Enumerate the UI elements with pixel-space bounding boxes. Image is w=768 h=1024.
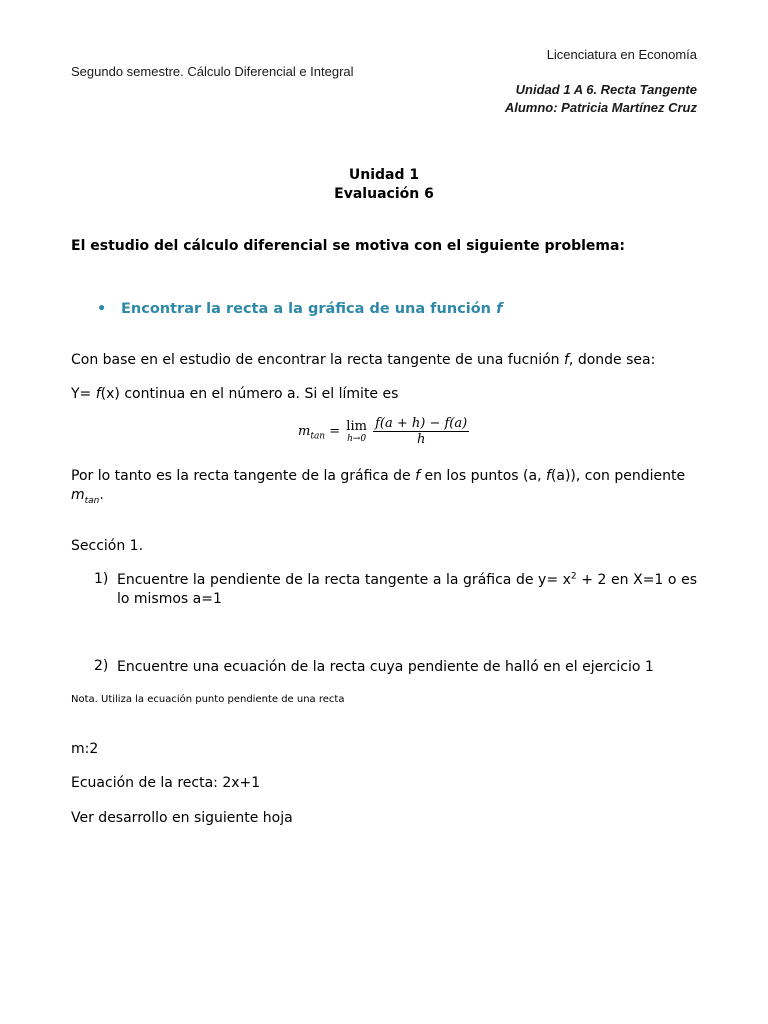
tangent-slope-formula: [298, 416, 469, 447]
bullet-dot-icon: •: [97, 301, 107, 317]
para3-text-a: Por lo tanto es la recta tangente de la gráfica de: [71, 468, 416, 484]
title-line-2: Evaluación 6: [334, 186, 434, 202]
exercise-1-number: 1): [94, 571, 109, 587]
answer-equation: Ecuación de la recta: 2x+1: [71, 775, 261, 791]
para1-text-b: , donde sea:: [568, 352, 656, 368]
paragraph-3: [71, 467, 697, 511]
para1-var: f: [563, 352, 569, 368]
paragraph-1: [71, 351, 697, 370]
intro-heading: El estudio del cálculo diferencial se motiva con el siguiente problema:: [71, 238, 626, 254]
bullet-item: [97, 301, 502, 317]
formula-lim-word: lim: [346, 419, 367, 434]
answer-see-more: Ver desarrollo en siguiente hoja: [71, 810, 293, 826]
answer-slope: m:2: [71, 741, 99, 757]
exercise-1-text-a: Encuentre la pendiente de la recta tangente a la gráfica de y= x: [117, 572, 571, 588]
exercise-2-number: 2): [94, 658, 109, 674]
student-name: Alumno: Patricia Martínez Cruz: [504, 100, 697, 115]
exercise-2-text: Encuentre una ecuación de la recta cuya pendiente de halló en el ejercicio 1: [117, 659, 654, 675]
formula-fraction: [373, 416, 469, 447]
note-text: Nota. Utiliza la ecuación punto pendiente de una recta: [71, 694, 345, 705]
formula-limit: [346, 419, 367, 444]
para2-text-a: Y=: [71, 386, 96, 402]
formula-lim-sub: h→0: [347, 434, 367, 444]
formula-lhs: m: [298, 424, 311, 439]
bullet-var: f: [496, 301, 503, 317]
semester-label: Segundo semestre. Cálculo Diferencial e Integral: [71, 64, 354, 79]
formula-denominator: h: [416, 432, 426, 447]
para2-text-b: (x) continua en el número a. Si el límite es: [100, 386, 399, 402]
document-title: [0, 166, 768, 204]
para3-text-c: (a)), con pendiente: [550, 468, 686, 484]
para3-var: f: [415, 468, 421, 484]
para1-text-a: Con base en el estudio de encontrar la recta tangente de una fucnión: [71, 352, 564, 368]
title-line-1: Unidad 1: [348, 167, 420, 183]
paragraph-2: [71, 385, 697, 404]
para3-var2: f: [545, 468, 551, 484]
unit-title: Unidad 1 A 6. Recta Tangente: [515, 82, 697, 97]
program-name: Licenciatura en Economía: [546, 47, 697, 62]
exercise-1-text-b: + 2 en X=1 o es lo mismos a=1: [117, 572, 697, 607]
header-right: [505, 46, 697, 117]
bullet-text: Encontrar la recta a la gráfica de una función: [121, 301, 491, 317]
para3-m-sub: tan: [84, 495, 100, 506]
section-label: Sección 1.: [71, 538, 144, 554]
formula-numerator: f(a + h) − f(a): [375, 416, 468, 431]
exercise-1-sup: 2: [570, 571, 577, 582]
para2-var: f: [95, 386, 101, 402]
para3-end: .: [99, 487, 104, 503]
exercise-1-text: [117, 571, 697, 609]
formula-equals: =: [329, 424, 341, 439]
para3-m: m: [71, 487, 85, 503]
para3-text-b: en los puntos (a,: [420, 468, 546, 484]
formula-lhs-sub: tan: [310, 431, 326, 442]
